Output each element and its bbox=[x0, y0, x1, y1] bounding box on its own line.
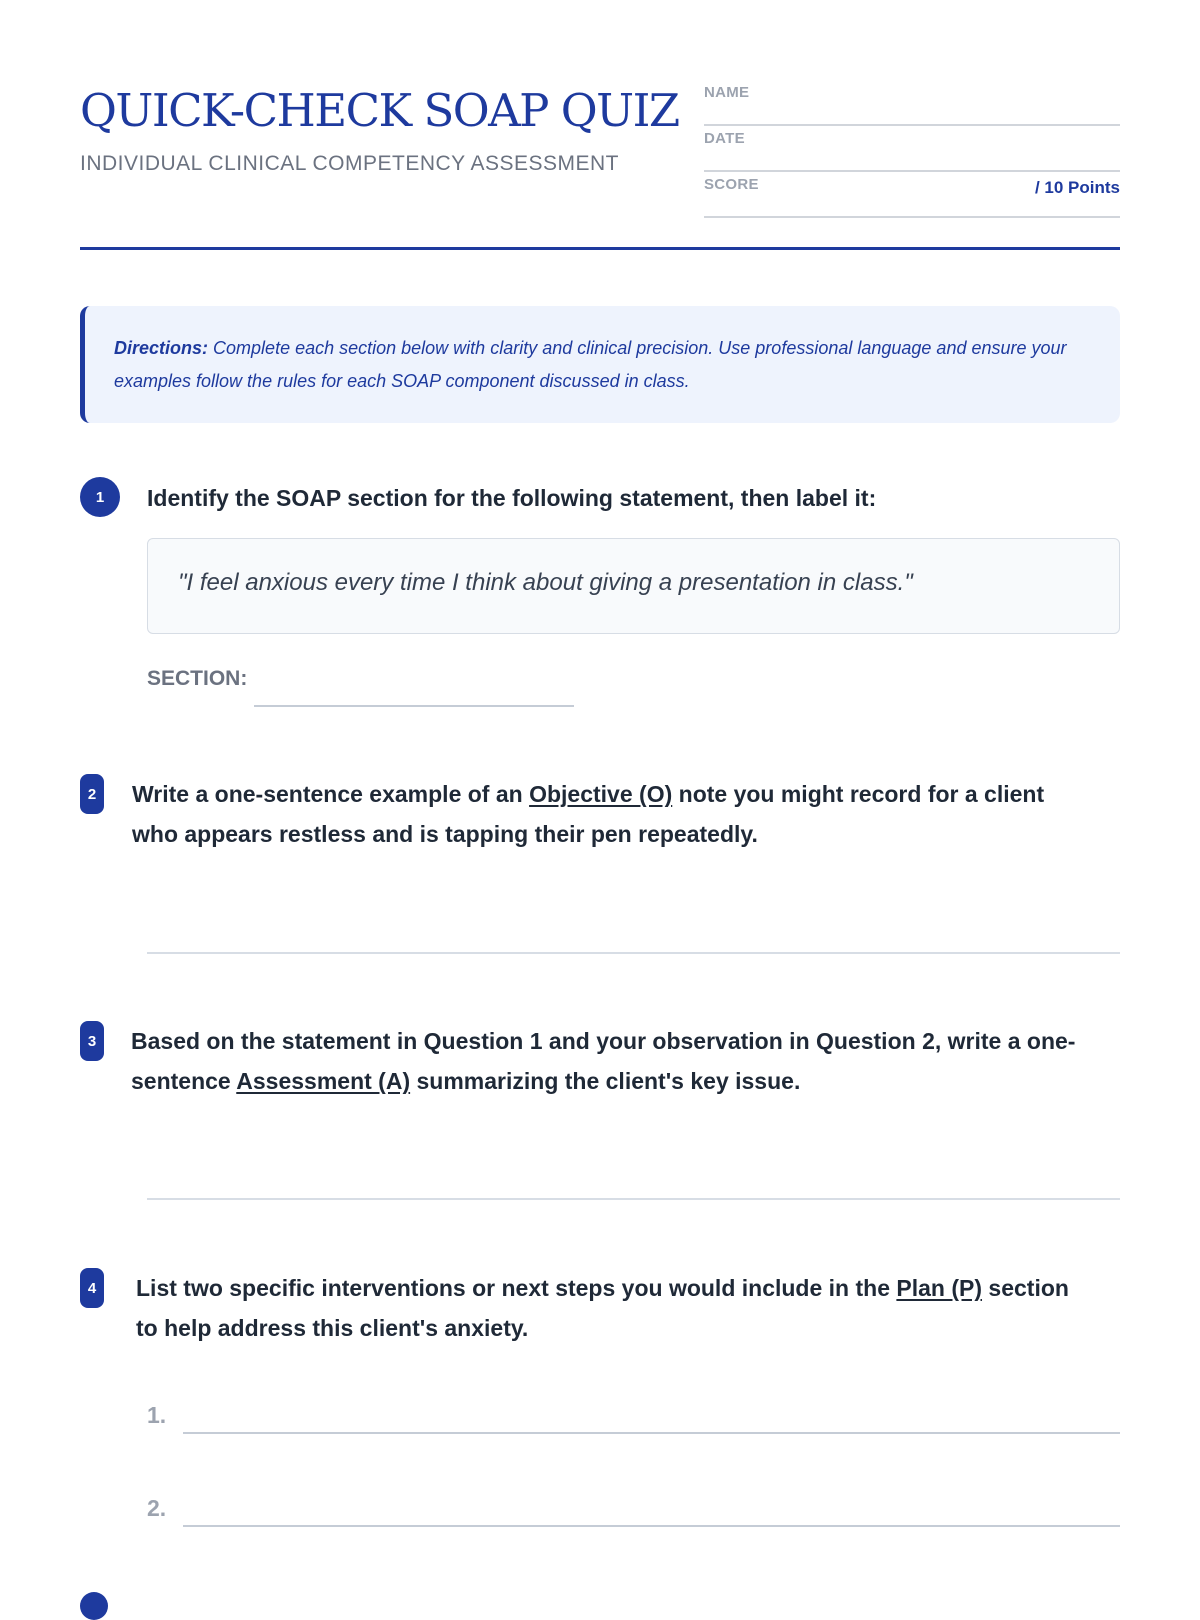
quiz-page bbox=[80, 0, 1120, 1600]
question-2-number: 2 bbox=[80, 774, 104, 814]
question-3-answer-line[interactable] bbox=[147, 1198, 1120, 1200]
section-label: SECTION: bbox=[147, 667, 248, 690]
list-item-2-number: 2. bbox=[147, 1495, 167, 1521]
directions-box bbox=[80, 306, 1120, 423]
question-1-text: Identify the SOAP section for the following statement, then label it: bbox=[147, 485, 877, 511]
section-answer-line[interactable] bbox=[254, 705, 574, 707]
student-info-fields bbox=[704, 80, 1120, 218]
list-item-1-number: 1. bbox=[147, 1402, 167, 1428]
score-field[interactable] bbox=[704, 172, 1120, 218]
directions-text: Complete each section below with clarity and clinical precision. Use professional language and ensure your examples follow the rules for each SOAP component discussed in class. bbox=[114, 338, 1067, 391]
assessment-term: Assessment (A) bbox=[236, 1068, 411, 1094]
list-item-2-line[interactable] bbox=[183, 1525, 1120, 1527]
objective-term: Objective (O) bbox=[529, 781, 673, 807]
date-label: DATE bbox=[704, 130, 745, 147]
page-subtitle: INDIVIDUAL CLINICAL COMPETENCY ASSESSMENT bbox=[80, 152, 620, 175]
score-label: SCORE bbox=[704, 176, 759, 193]
question-4-text: List two specific interventions or next steps you would include in the Plan (P) section to help address this client's anxiety. bbox=[136, 1275, 1069, 1341]
question-3-number: 3 bbox=[80, 1021, 104, 1061]
directions-label: Directions: bbox=[114, 338, 209, 358]
question-1-number: 1 bbox=[80, 477, 120, 517]
question-2-text: Write a one-sentence example of an Objective (O) note you might record for a client who appears restless and is tapping their pen repeatedly. bbox=[132, 781, 1045, 847]
question-2-answer-line[interactable] bbox=[147, 952, 1120, 954]
next-question-marker bbox=[80, 1592, 108, 1620]
name-label: NAME bbox=[704, 84, 750, 101]
header-divider bbox=[80, 247, 1120, 250]
name-field[interactable] bbox=[704, 80, 1120, 126]
question-3-text: Based on the statement in Question 1 and your observation in Question 2, write a one-sentence Assessment (A) summarizing the client's key issue. bbox=[131, 1028, 1076, 1094]
plan-term: Plan (P) bbox=[896, 1275, 983, 1301]
question-1-quote: "I feel anxious every time I think about giving a presentation in class." bbox=[147, 538, 1120, 634]
question-4-number: 4 bbox=[80, 1268, 104, 1308]
list-item-1-line[interactable] bbox=[183, 1432, 1120, 1434]
page-title: QUICK-CHECK SOAP QUIZ bbox=[80, 84, 679, 137]
date-field[interactable] bbox=[704, 126, 1120, 172]
score-total: / 10 Points bbox=[1034, 178, 1120, 197]
